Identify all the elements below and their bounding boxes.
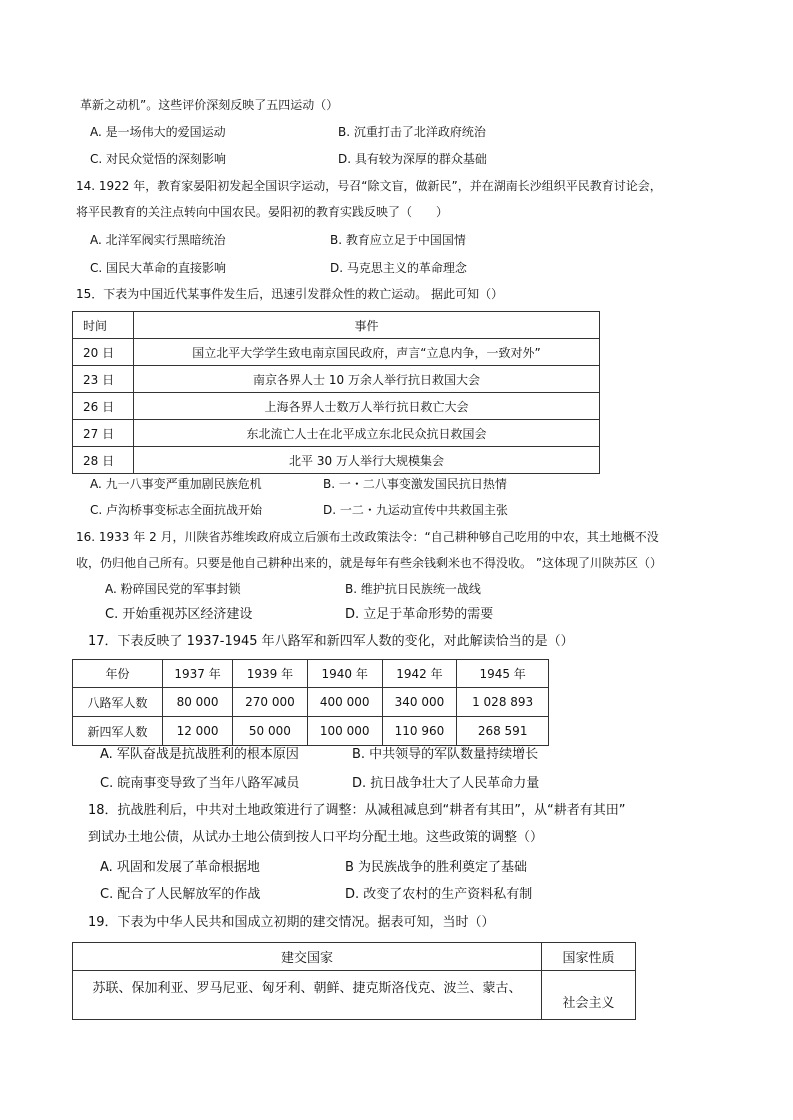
q18-option-c: C. 配合了人民解放军的作战 [100, 887, 261, 902]
table-header-cell: 1939 年 [233, 660, 308, 688]
q15-option-a: A. 九一八事变严重加剧民族危机 [90, 477, 262, 491]
q13-option-a: A. 是一场伟大的爱国运动 [90, 125, 226, 139]
table-cell: 80 000 [163, 688, 233, 717]
q16-option-d: D. 立足于革命形势的需要 [345, 607, 494, 622]
q14-stem-line2: 将平民教育的关注点转向中国农民。晏阳初的教育实践反映了（ ） [76, 205, 449, 219]
table-cell: 268 591 [457, 717, 549, 746]
q17-option-a: A. 军队奋战是抗战胜利的根本原因 [100, 747, 299, 762]
table-header-cell: 1940 年 [307, 660, 382, 688]
table-cell: 东北流亡人士在北平成立东北民众抗日救国会 [134, 420, 600, 447]
table-cell: 27 日 [73, 420, 134, 447]
q15-stem: 15．下表为中国近代某事件发生后，迅速引发群众性的救亡运动。 据此可知（） [76, 287, 504, 301]
table-cell: 23 日 [73, 366, 134, 393]
q18-stem-line2: 到试办土地公债，从试办土地公债到按人口平均分配土地。这些政策的调整（） [88, 830, 544, 845]
table-row [73, 660, 549, 688]
q14-stem-line1: 14. 1922 年，教育家晏阳初发起全国识字运动，号召“除文盲，做新民”，并在湖南长沙组织平民教育讨论会， [76, 179, 662, 193]
table-cell: 国立北平大学学生致电南京国民政府，声言“立息内争，一致对外” [134, 339, 600, 366]
table-header-cell: 1942 年 [382, 660, 457, 688]
table-cell: 苏联、保加利亚、罗马尼亚、匈牙利、朝鲜、捷克斯洛伐克、波兰、蒙古、 [73, 971, 542, 1020]
q15-option-c: C. 卢沟桥事变标志全面抗战开始 [90, 503, 263, 517]
q13-option-b: B. 沉重打击了北洋政府统治 [338, 125, 486, 139]
table-header-cell: 事件 [134, 312, 600, 339]
q14-option-a: A. 北洋军阀实行黑暗统治 [90, 233, 226, 247]
table-cell: 110 960 [382, 717, 457, 746]
table-cell: 南京各界人士 10 万余人举行抗日救国大会 [134, 366, 600, 393]
q18-option-a: A. 巩固和发展了革命根据地 [100, 860, 260, 875]
q19-table [72, 942, 636, 1020]
q16-stem-line2: 收，仍归他自己所有。只要是他自己耕种出来的，就是每年有些余钱剩米也不得没收。 ”这体现了川陕苏区（） [76, 556, 663, 570]
table-row [73, 971, 636, 1020]
q17-option-b: B. 中共领导的军队数量持续增长 [352, 747, 539, 762]
q13-option-d: D. 具有较为深厚的群众基础 [338, 152, 487, 166]
table-row [73, 339, 600, 366]
table-row [73, 366, 600, 393]
table-row [73, 688, 549, 717]
q13-option-c: C. 对民众觉悟的深刻影响 [90, 152, 227, 166]
table-cell: 八路军人数 [73, 688, 163, 717]
q14-option-b: B. 教育应立足于中国国情 [330, 233, 466, 247]
table-row [73, 943, 636, 971]
q17-option-c: C. 皖南事变导致了当年八路军减员 [100, 776, 300, 791]
table-cell: 1 028 893 [457, 688, 549, 717]
table-header-cell: 1945 年 [457, 660, 549, 688]
q14-option-c: C. 国民大革命的直接影响 [90, 261, 227, 275]
table-cell: 100 000 [307, 717, 382, 746]
q16-option-b: B. 维护抗日民族统一战线 [345, 582, 481, 596]
q19-stem: 19．下表为中华人民共和国成立初期的建交情况。据表可知，当时（） [88, 915, 495, 930]
table-cell: 北平 30 万人举行大规模集会 [134, 447, 600, 474]
q15-option-d: D. 一二・九运动宣传中共救国主张 [323, 503, 508, 517]
q18-option-b: B 为民族战争的胜利奠定了基础 [345, 860, 528, 875]
table-row [73, 420, 600, 447]
table-cell: 340 000 [382, 688, 457, 717]
q17-stem: 17．下表反映了 1937-1945 年八路军和新四军人数的变化，对此解读恰当的是（） [88, 634, 574, 649]
table-header-cell: 国家性质 [542, 943, 636, 971]
table-cell: 270 000 [233, 688, 308, 717]
q15-table [72, 311, 600, 474]
table-cell: 400 000 [307, 688, 382, 717]
table-cell: 28 日 [73, 447, 134, 474]
table-cell: 20 日 [73, 339, 134, 366]
table-cell: 12 000 [163, 717, 233, 746]
q13-stem: 革新之动机”。这些评价深刻反映了五四运动（） [80, 98, 339, 112]
q17-option-d: D. 抗日战争壮大了人民革命力量 [352, 776, 540, 791]
table-header-cell: 时间 [73, 312, 134, 339]
table-cell: 新四军人数 [73, 717, 163, 746]
table-cell: 26 日 [73, 393, 134, 420]
table-header-cell: 年份 [73, 660, 163, 688]
table-row [73, 717, 549, 746]
q16-option-a: A. 粉碎国民党的军事封锁 [105, 582, 241, 596]
table-header-cell: 1937 年 [163, 660, 233, 688]
q17-table [72, 659, 549, 746]
table-row [73, 393, 600, 420]
q15-option-b: B. 一・二八事变激发国民抗日热情 [323, 477, 507, 491]
table-cell: 上海各界人士数万人举行抗日救亡大会 [134, 393, 600, 420]
q16-option-c: C. 开始重视苏区经济建设 [105, 607, 253, 622]
table-cell: 50 000 [233, 717, 308, 746]
q14-option-d: D. 马克思主义的革命理念 [330, 261, 467, 275]
q18-stem-line1: 18．抗战胜利后，中共对土地政策进行了调整：从减租减息到“耕者有其田”，从“耕者有其田” [88, 803, 626, 818]
q16-stem-line1: 16. 1933 年 2 月，川陕省苏维埃政府成立后颁布土改政策法令：“自己耕种够自己吃用的中农，其土地概不没 [76, 530, 659, 544]
table-header-cell: 建交国家 [73, 943, 542, 971]
q18-option-d: D. 改变了农村的生产资料私有制 [345, 887, 533, 902]
table-row [73, 312, 600, 339]
table-row [73, 447, 600, 474]
table-cell: 社会主义 [542, 971, 636, 1020]
